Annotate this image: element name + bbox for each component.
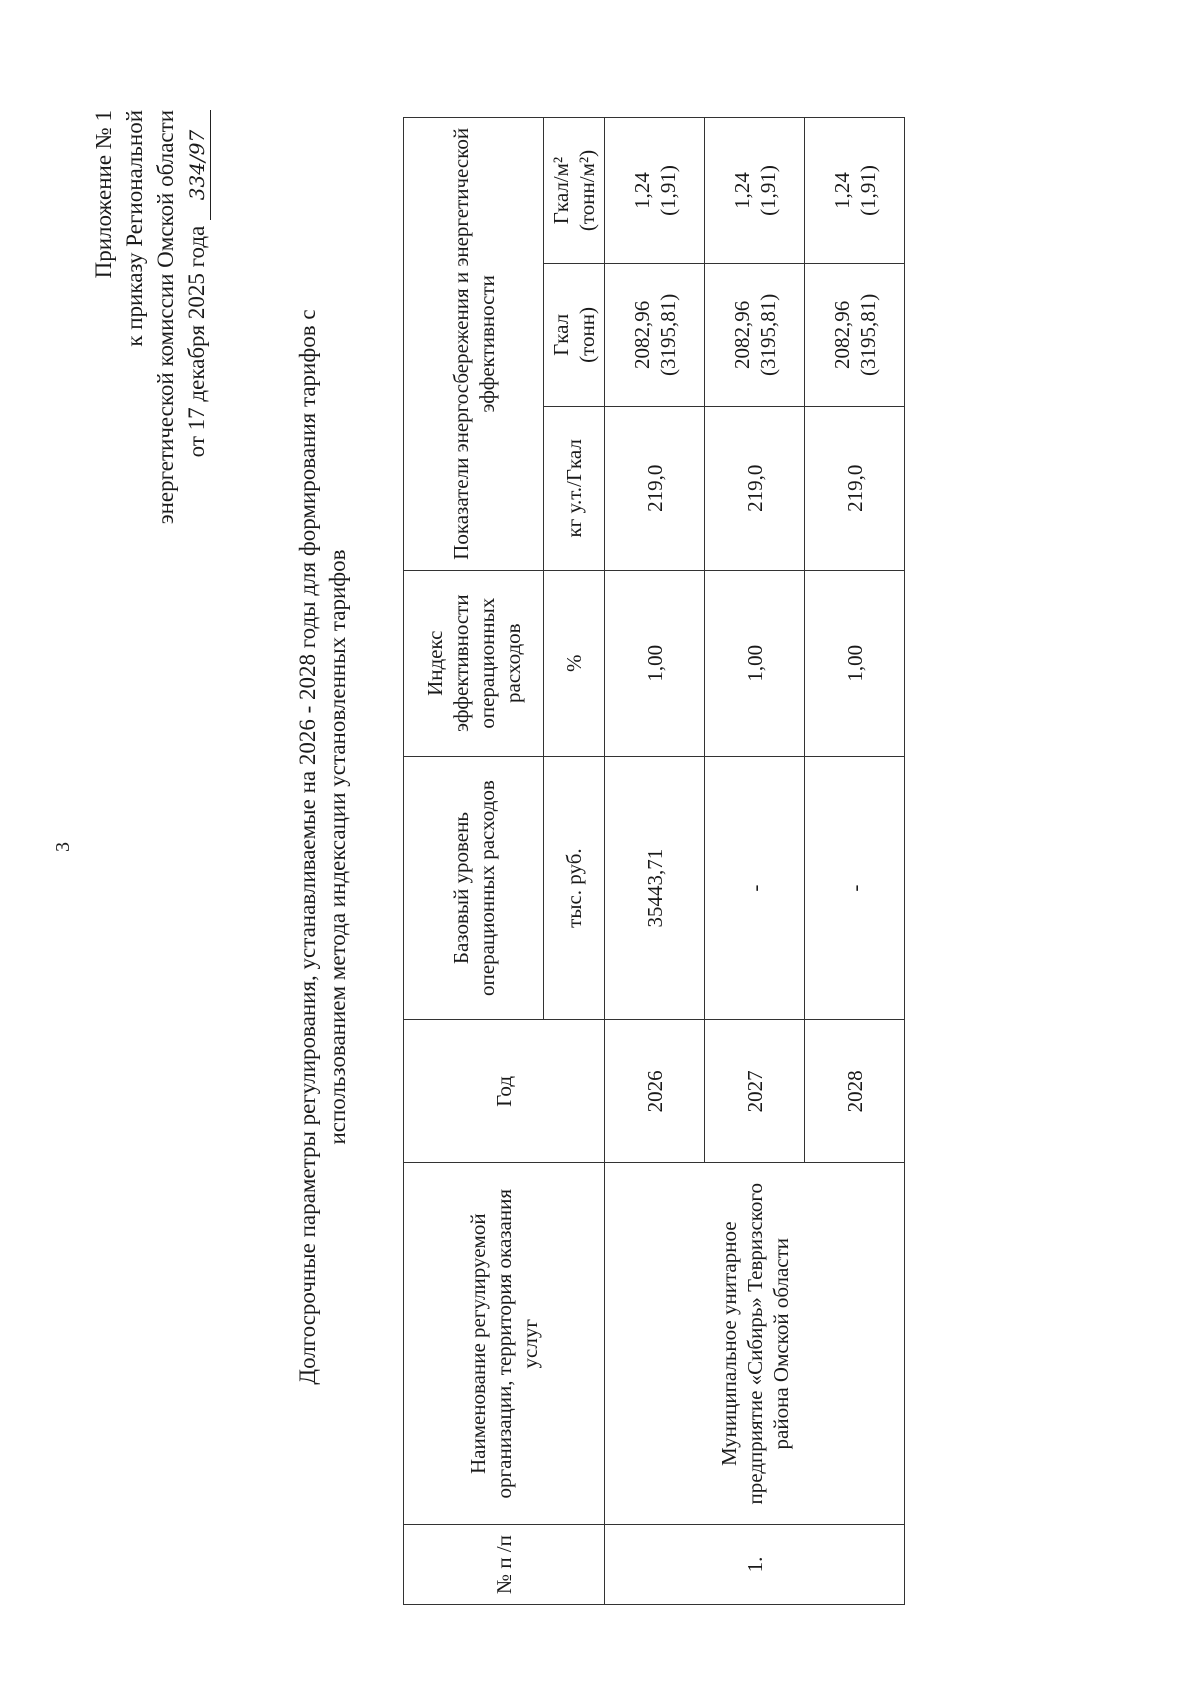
cell-kg: 219,0 xyxy=(705,406,805,570)
parameters-table xyxy=(403,117,905,1605)
cell-gcal: 2082,96 (3195,81) xyxy=(705,263,805,406)
cell-gcal-per-m2: 1,24 (1,91) xyxy=(705,118,805,264)
page-number: 3 xyxy=(52,842,74,852)
organization-name: Муниципальное унитарное предприятие «Сибирь» Тевризского района Омской области xyxy=(605,1163,905,1525)
annex-date: от 17 декабря 2025 года xyxy=(184,225,209,458)
cell-base: 35443,71 xyxy=(605,756,705,1020)
cell-year: 2026 xyxy=(605,1020,705,1163)
annex-line-1: Приложение № 1 xyxy=(91,110,116,279)
annex-line-4 xyxy=(181,110,212,524)
cell-gcal-per-m2: 1,24 (1,91) xyxy=(805,118,905,264)
header-year: Год xyxy=(404,1020,605,1163)
unit-gcal-per-m2: Гкал/м² (тонн/м²) xyxy=(544,118,605,264)
cell-index: 1,00 xyxy=(605,570,705,756)
unit-index: % xyxy=(544,570,605,756)
header-base-level: Базовый уровень операционных расходов xyxy=(404,756,544,1020)
unit-gcal: Гкал (тонн) xyxy=(544,263,605,406)
table-row xyxy=(605,118,705,1605)
annex-header xyxy=(88,110,212,524)
cell-gcal-per-m2: 1,24 (1,91) xyxy=(605,118,705,264)
cell-kg: 219,0 xyxy=(805,406,905,570)
header-energy-indicators: Показатели энергосбережения и энергетической эффективности xyxy=(404,118,544,571)
cell-base: - xyxy=(705,756,805,1020)
unit-base: тыс. руб. xyxy=(544,756,605,1020)
cell-kg: 219,0 xyxy=(605,406,705,570)
annex-line-3: энергетической комиссии Омской области xyxy=(153,110,178,525)
document-title xyxy=(293,197,353,1497)
cell-index: 1,00 xyxy=(705,570,805,756)
cell-gcal: 2082,96 (3195,81) xyxy=(805,263,905,406)
annex-line-2: к приказу Региональной xyxy=(122,110,147,347)
header-organization: Наименование регулируемой организации, территория оказания услуг xyxy=(404,1163,605,1525)
handwritten-order-number: 334/97 xyxy=(184,110,211,220)
header-num: № п /п xyxy=(404,1525,605,1605)
cell-gcal: 2082,96 (3195,81) xyxy=(605,263,705,406)
header-row xyxy=(404,118,544,1605)
cell-year: 2027 xyxy=(705,1020,805,1163)
title-line-1: Долгосрочные параметры регулирования, устанавливаемые на 2026 - 2028 годы для формирования тарифов с xyxy=(295,309,320,1385)
cell-year: 2028 xyxy=(805,1020,905,1163)
cell-base: - xyxy=(805,756,905,1020)
cell-index: 1,00 xyxy=(805,570,905,756)
header-efficiency-index: Индекс эффективности операционных расходов xyxy=(404,570,544,756)
row-number: 1. xyxy=(605,1525,905,1605)
title-line-2: использованием метода индексации установленных тарифов xyxy=(325,549,350,1145)
unit-kg: кг у.т./Гкал xyxy=(544,406,605,570)
